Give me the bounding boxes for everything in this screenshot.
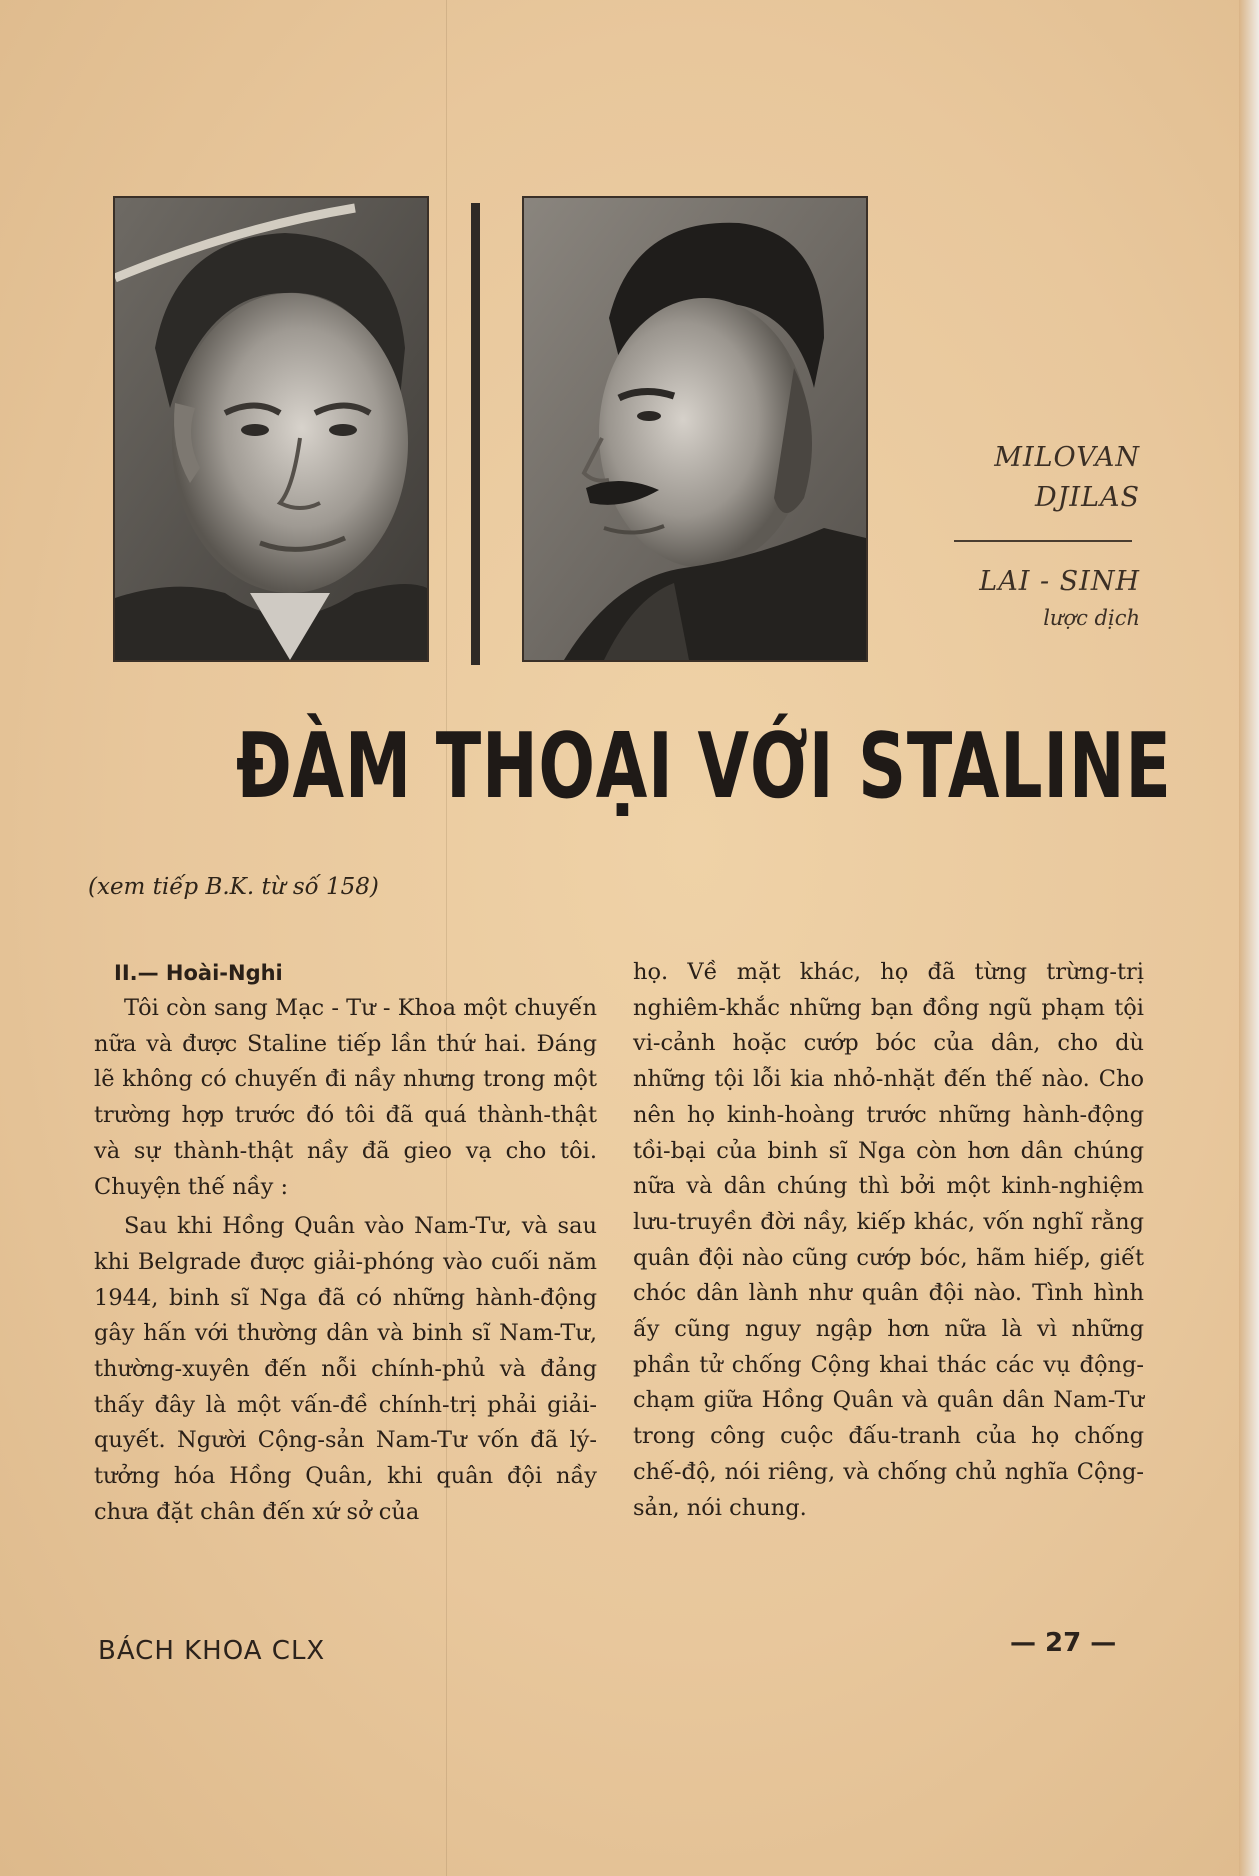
paragraph: Tôi còn sang Mạc - Tư - Khoa một chuyến nữa và được Staline tiếp lần thứ hai. Đáng lẽ không có chuyến đi nầy nhưng trong một trường hợp trước đó tôi đã quá thành-thật và sự thành-thật nầy đã gieo vạ cho tôi. Chuyện thế nầy : (94, 995, 597, 1200)
page-fold-line (446, 0, 447, 1876)
article-title: ĐÀM THOẠI VỚI STALINE (236, 714, 1172, 819)
paragraph: họ. Về mặt khác, họ đã từng trừng-trị nghiêm-khắc những bạn đồng ngũ phạm tội vi-cảnh hoặc cướp bóc của dân, cho dù những tội lỗi kia nhỏ-nhặt đến thế nào. Cho nên họ kinh-hoàng trước những hành-động tồi-bại của binh sĩ Nga còn hơn dân chúng nữa và dân chúng thì bởi một kinh-nghiệm lưu-truyền đời nầy, kiếp khác, vốn nghĩ rằng quân đội nào cũng cướp bóc, hãm hiếp, giết chóc dân lành như quân đội nào. Tình hình ấy cũng nguy ngập hơn nữa là vì những phần tử chống Cộng khai thác các vụ động-chạm giữa Hồng Quân và quân dân Nam-Tư trong công cuộc đấu-tranh của họ chống chế-độ, nói riêng, và chống chủ nghĩa Cộng-sản, nói chung. (633, 959, 1144, 1521)
page-number: — 27 — (1010, 1628, 1117, 1658)
section-heading: II.— Hoài-Nghi (114, 961, 283, 985)
publication-footer: BÁCH KHOA CLX (98, 1636, 326, 1666)
author-name-line2: DJILAS (1034, 482, 1140, 513)
vertical-divider-bar (471, 203, 480, 665)
portrait-photo-staline (522, 196, 868, 662)
translator-role: lược dịch (1043, 606, 1140, 630)
author-name-line1: MILOVAN (994, 442, 1140, 473)
credits-divider (954, 540, 1132, 542)
text-column-left (94, 955, 597, 1531)
text-column-right (633, 955, 1144, 1526)
paragraph: Sau khi Hồng Quân vào Nam-Tư, và sau khi Belgrade được giải-phóng vào cuối năm 1944, binh sĩ Nga đã có những hành-động gây hấn với thường dân và binh sĩ Nam-Tư, thường-xuyên đến nỗi chính-phủ và đảng thấy đây là một vấn-đề chính-trị phải giải-quyết. Người Cộng-sản Nam-Tư vốn đã lý-tưởng hóa Hồng Quân, khi quân đội nầy chưa đặt chân đến xứ sở của (94, 1213, 597, 1525)
page-edge (1239, 0, 1259, 1876)
continuation-note: (xem tiếp B.K. từ số 158) (88, 874, 379, 900)
author-credits (940, 438, 1140, 630)
portrait-photo-djilas (113, 196, 429, 662)
translator-name: LAI - SINH (979, 566, 1140, 597)
